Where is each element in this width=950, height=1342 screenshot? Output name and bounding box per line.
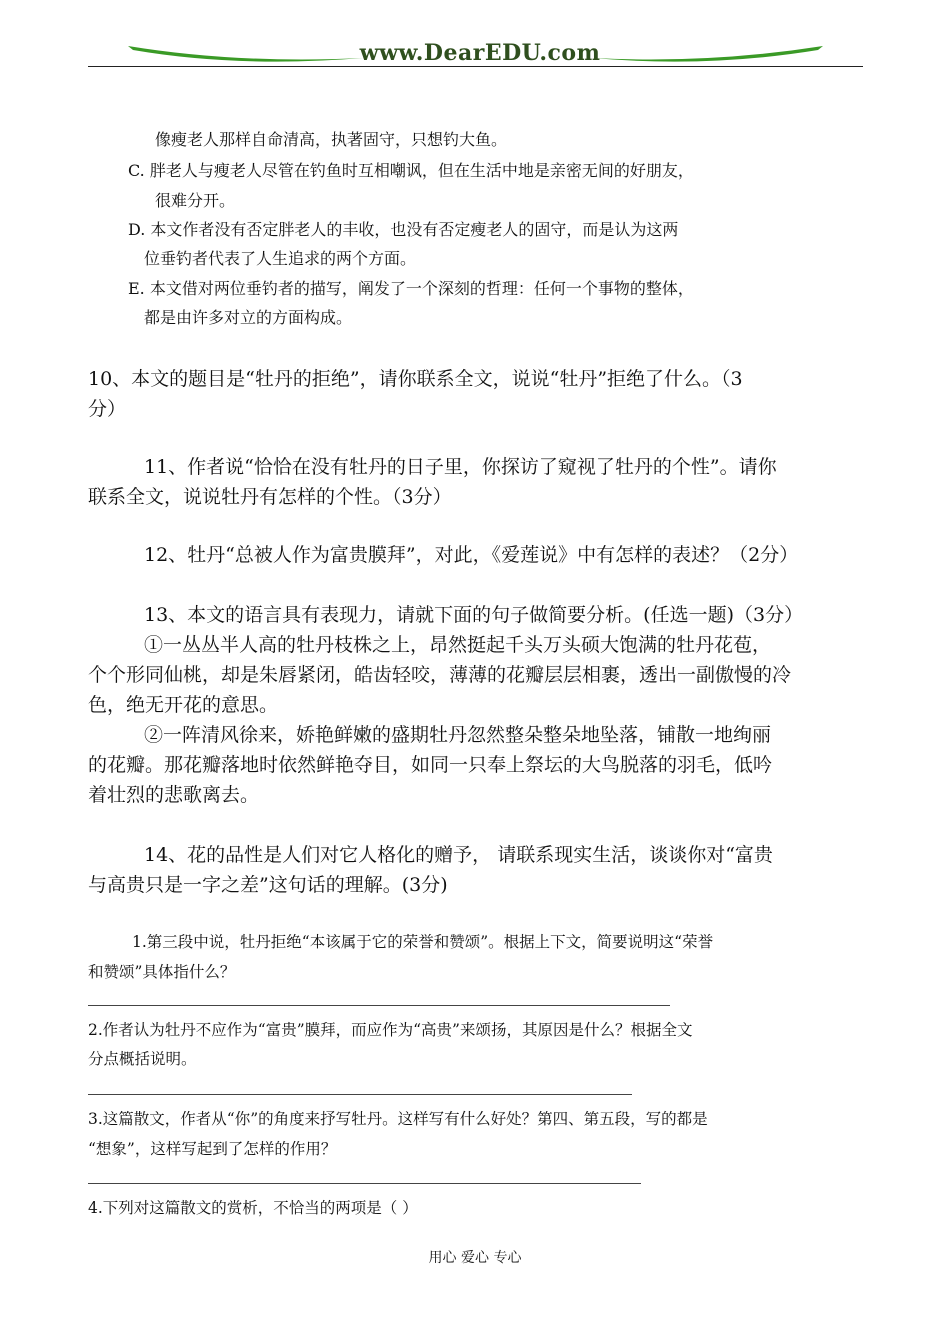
question-11-line1: 11、作者说“恰恰在没有牡丹的日子里，你探访了窥视了牡丹的个性”。请你	[144, 456, 777, 478]
page-footer: 用心 爱心 专心	[428, 1250, 522, 1266]
option-d-line1: D. 本文作者没有否定胖老人的丰收，也没有否定瘦老人的固守，而是认为这两	[128, 220, 679, 239]
option-e-line2: 都是由许多对立的方面构成。	[144, 308, 353, 327]
subquestion-3-line1: 3.这篇散文，作者从“你”的角度来抒写牡丹。这样写有什么好处？第四、第五段，写的都是	[88, 1110, 708, 1128]
question-14-line1: 14、花的品性是人们对它人格化的赠予， 请联系现实生活，谈谈你对“富贵	[144, 844, 773, 866]
answer-line-3[interactable]	[88, 1183, 641, 1184]
subquestion-1-line1: 1.第三段中说，牡丹拒绝“本该属于它的荣誉和赞颂”。根据上下文，简要说明这“荣誉	[132, 933, 714, 951]
subquestion-3-line2: “想象”，这样写起到了怎样的作用？	[88, 1140, 337, 1158]
question-13-sentence2-line3: 着壮烈的悲歌离去。	[88, 784, 260, 806]
subquestion-4: 4.下列对这篇散文的赏析，不恰当的两项是（ ）	[88, 1199, 418, 1217]
option-e-line1: E. 本文借对两位垂钓者的描写，阐发了一个深刻的哲理：任何一个事物的整体，	[128, 279, 694, 298]
question-10-line2: 分）	[88, 398, 127, 420]
site-logo-text: www.DearEDU.com	[359, 40, 601, 66]
header-rule	[88, 66, 863, 67]
question-13: 13、本文的语言具有表现力，请就下面的句子做简要分析。(任选一题)（3分）	[144, 604, 804, 626]
question-13-sentence1-line3: 色，绝无开花的意思。	[88, 694, 279, 716]
question-13-sentence2-line1: ②一阵清风徐来，娇艳鲜嫩的盛期牡丹忽然整朵整朵地坠落，铺散一地绚丽	[144, 724, 772, 746]
question-14-line2: 与高贵只是一字之差”这句话的理解。(3分)	[88, 874, 448, 896]
right-swoosh-icon	[593, 46, 823, 62]
question-13-sentence2-line2: 的花瓣。那花瓣落地时依然鲜艳夺目，如同一只奉上祭坛的大鸟脱落的羽毛，低吟	[88, 754, 773, 776]
option-c-line1: C. 胖老人与瘦老人尽管在钓鱼时互相嘲讽，但在生活中地是亲密无间的好朋友，	[128, 161, 694, 180]
answer-line-1[interactable]	[88, 1005, 670, 1006]
option-d-line2: 位垂钓者代表了人生追求的两个方面。	[144, 249, 417, 268]
option-c-line2: 很难分开。	[155, 191, 236, 210]
question-13-sentence1-line2: 个个形同仙桃，却是朱唇紧闭，皓齿轻咬，薄薄的花瓣层层相裹，透出一副傲慢的冷	[88, 664, 792, 686]
subquestion-1-line2: 和赞颂”具体指什么？	[88, 963, 236, 981]
question-12: 12、牡丹“总被人作为富贵膜拜”，对此，《爱莲说》中有怎样的表述？（2分）	[144, 544, 799, 566]
answer-line-2[interactable]	[88, 1094, 632, 1095]
question-10-line1: 10、本文的题目是“牡丹的拒绝”，请你联系全文，说说“牡丹”拒绝了什么。（3	[88, 368, 743, 390]
subquestion-2-line2: 分点概括说明。	[88, 1050, 197, 1068]
option-b-continuation: 像瘦老人那样自命清高，执著固守，只想钓大鱼。	[155, 130, 508, 149]
subquestion-2-line1: 2.作者认为牡丹不应作为“富贵”膜拜，而应作为“高贵”来颂扬，其原因是什么？根据全文	[88, 1021, 693, 1039]
question-13-sentence1-line1: ①一丛丛半人高的牡丹枝株之上，昂然挺起千头万头硕大饱满的牡丹花苞，	[144, 634, 772, 656]
question-11-line2: 联系全文，说说牡丹有怎样的个性。（3分）	[88, 486, 452, 508]
left-swoosh-icon	[128, 46, 363, 62]
